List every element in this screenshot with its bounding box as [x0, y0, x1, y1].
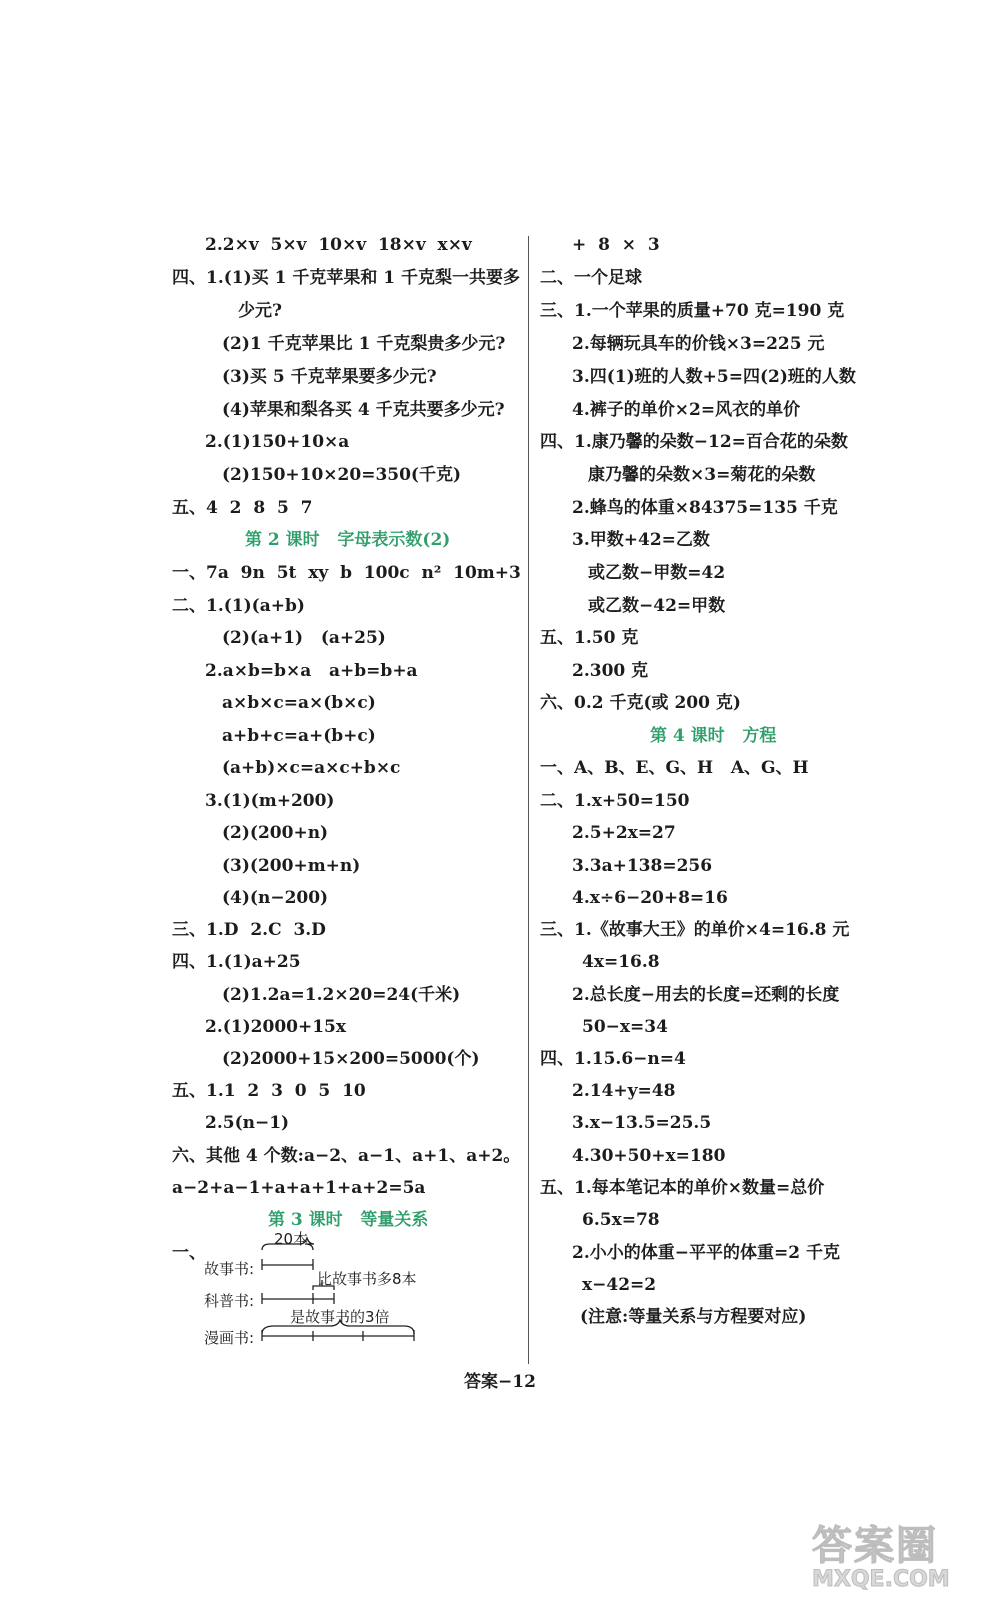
answer-line: a+b+c=a+(b+c) — [222, 726, 376, 746]
label-3-times: 是故事书的3倍 — [290, 1308, 390, 1326]
answer-line: 四、1.15.6−n=4 — [540, 1049, 686, 1069]
answer-line: 一、7a 9n 5t xy b 100c n² 10m+3 — [172, 563, 521, 583]
answer-line: 六、其他 4 个数:a−2、a−1、a+1、a+2。 — [172, 1146, 521, 1166]
answer-line: 一、 — [172, 1243, 206, 1263]
answer-line: 3.四(1)班的人数+5=四(2)班的人数 — [572, 367, 856, 387]
watermark-logo — [812, 1514, 982, 1594]
answer-line: 二、一个足球 — [540, 268, 642, 288]
answer-line: (2)1.2a=1.2×20=24(千米) — [222, 985, 461, 1005]
answer-line: 一、A、B、E、G、H A、G、H — [540, 758, 809, 778]
answer-line: 2.a×b=b×a a+b=b+a — [205, 661, 418, 681]
answer-line: 康乃馨的朵数×3=菊花的朵数 — [588, 465, 816, 485]
answer-line: (a+b)×c=a×c+b×c — [222, 758, 401, 778]
watermark-url: MXQE.COM — [812, 1567, 950, 1592]
watermark-title: 答案圈 — [812, 1523, 938, 1569]
section-heading: 第 4 课时 方程 — [650, 726, 777, 746]
label-20-books: 20本 — [274, 1230, 309, 1248]
answer-line: 或乙数−42=甲数 — [588, 596, 726, 616]
answer-line: 三、1.《故事大王》的单价×4=16.8 元 — [540, 920, 850, 940]
answer-line: 6.5x=78 — [582, 1210, 660, 1230]
answer-line: 4x=16.8 — [582, 952, 660, 972]
answer-line: (4)(n−200) — [222, 888, 329, 908]
answer-line: 三、1.D 2.C 3.D — [172, 920, 326, 940]
answer-line: 2.总长度−用去的长度=还剩的长度 — [572, 985, 840, 1005]
row-label-story-books: 故事书: — [204, 1260, 255, 1278]
label-8-more: 比故事书多8本 — [317, 1270, 417, 1288]
answer-line: 或乙数−甲数=42 — [588, 563, 726, 583]
answer-line: 3.x−13.5=25.5 — [572, 1113, 712, 1133]
answer-line: 二、1.(1)(a+b) — [172, 596, 305, 616]
section-heading: 第 3 课时 等量关系 — [268, 1210, 429, 1230]
answer-line: 六、0.2 千克(或 200 克) — [540, 693, 741, 713]
section-heading: 第 2 课时 字母表示数(2) — [245, 530, 451, 550]
answer-line: 2.300 克 — [572, 661, 649, 681]
answer-line: 四、1.康乃馨的朵数−12=百合花的朵数 — [540, 432, 848, 452]
row-label-comic-books: 漫画书: — [204, 1329, 255, 1347]
answer-line: (2)(a+1) (a+25) — [222, 628, 386, 648]
answer-line: (3)买 5 千克苹果要多少元? — [222, 367, 437, 387]
answer-line: 3.(1)(m+200) — [205, 791, 335, 811]
answer-line: 少元? — [238, 301, 282, 321]
row-label-science-books: 科普书: — [204, 1292, 255, 1310]
answer-line: 五、1.每本笔记本的单价×数量=总价 — [540, 1178, 825, 1198]
answer-line: 4.x÷6−20+8=16 — [572, 888, 728, 908]
answer-line: 3.甲数+42=乙数 — [572, 530, 710, 550]
answer-line: 三、1.一个苹果的质量+70 克=190 克 — [540, 301, 845, 321]
answer-line: (2)2000+15×200=5000(个) — [222, 1049, 480, 1069]
answer-line: 2.(1)2000+15x — [205, 1017, 347, 1037]
answer-line: 2.14+y=48 — [572, 1081, 676, 1101]
answer-line: 50−x=34 — [582, 1017, 668, 1037]
answer-line: 四、1.(1)a+25 — [172, 952, 301, 972]
answer-line: a−2+a−1+a+a+1+a+2=5a — [172, 1178, 426, 1198]
answer-line: 2.蜂鸟的体重×84375=135 千克 — [572, 498, 838, 518]
answer-line: 2.5(n−1) — [205, 1113, 290, 1133]
answer-line: (4)苹果和梨各买 4 千克共要多少元? — [222, 400, 505, 420]
answer-line: 4.30+50+x=180 — [572, 1146, 726, 1166]
answer-line: 3.3a+138=256 — [572, 856, 713, 876]
answer-line: a×b×c=a×(b×c) — [222, 693, 376, 713]
answer-line: 2.2×v 5×v 10×v 18×v x×v — [205, 235, 472, 255]
answer-line: 五、4 2 8 5 7 — [172, 498, 313, 518]
page-number: 答案−12 — [464, 1372, 536, 1392]
answer-line: + 8 × 3 — [572, 235, 660, 255]
answer-line: 2.5+2x=27 — [572, 823, 676, 843]
answer-line: 四、1.(1)买 1 千克苹果和 1 千克梨一共要多 — [172, 268, 520, 288]
answer-line: (2)150+10×20=350(千克) — [222, 465, 462, 485]
answer-line: (2)1 千克苹果比 1 千克梨贵多少元? — [222, 334, 506, 354]
answer-line: x−42=2 — [582, 1275, 657, 1295]
answer-line: (2)(200+n) — [222, 823, 329, 843]
answer-line: 五、1.1 2 3 0 5 10 — [172, 1081, 366, 1101]
answer-note: (注意:等量关系与方程要对应) — [580, 1307, 807, 1327]
answer-line: 2.(1)150+10×a — [205, 432, 350, 452]
answer-line: 4.裤子的单价×2=风衣的单价 — [572, 400, 801, 420]
answer-line: 2.每辆玩具车的价钱×3=225 元 — [572, 334, 825, 354]
answer-line: 二、1.x+50=150 — [540, 791, 690, 811]
answer-line: 2.小小的体重−平平的体重=2 千克 — [572, 1243, 840, 1263]
answer-line: (3)(200+m+n) — [222, 856, 361, 876]
answer-line: 五、1.50 克 — [540, 628, 639, 648]
